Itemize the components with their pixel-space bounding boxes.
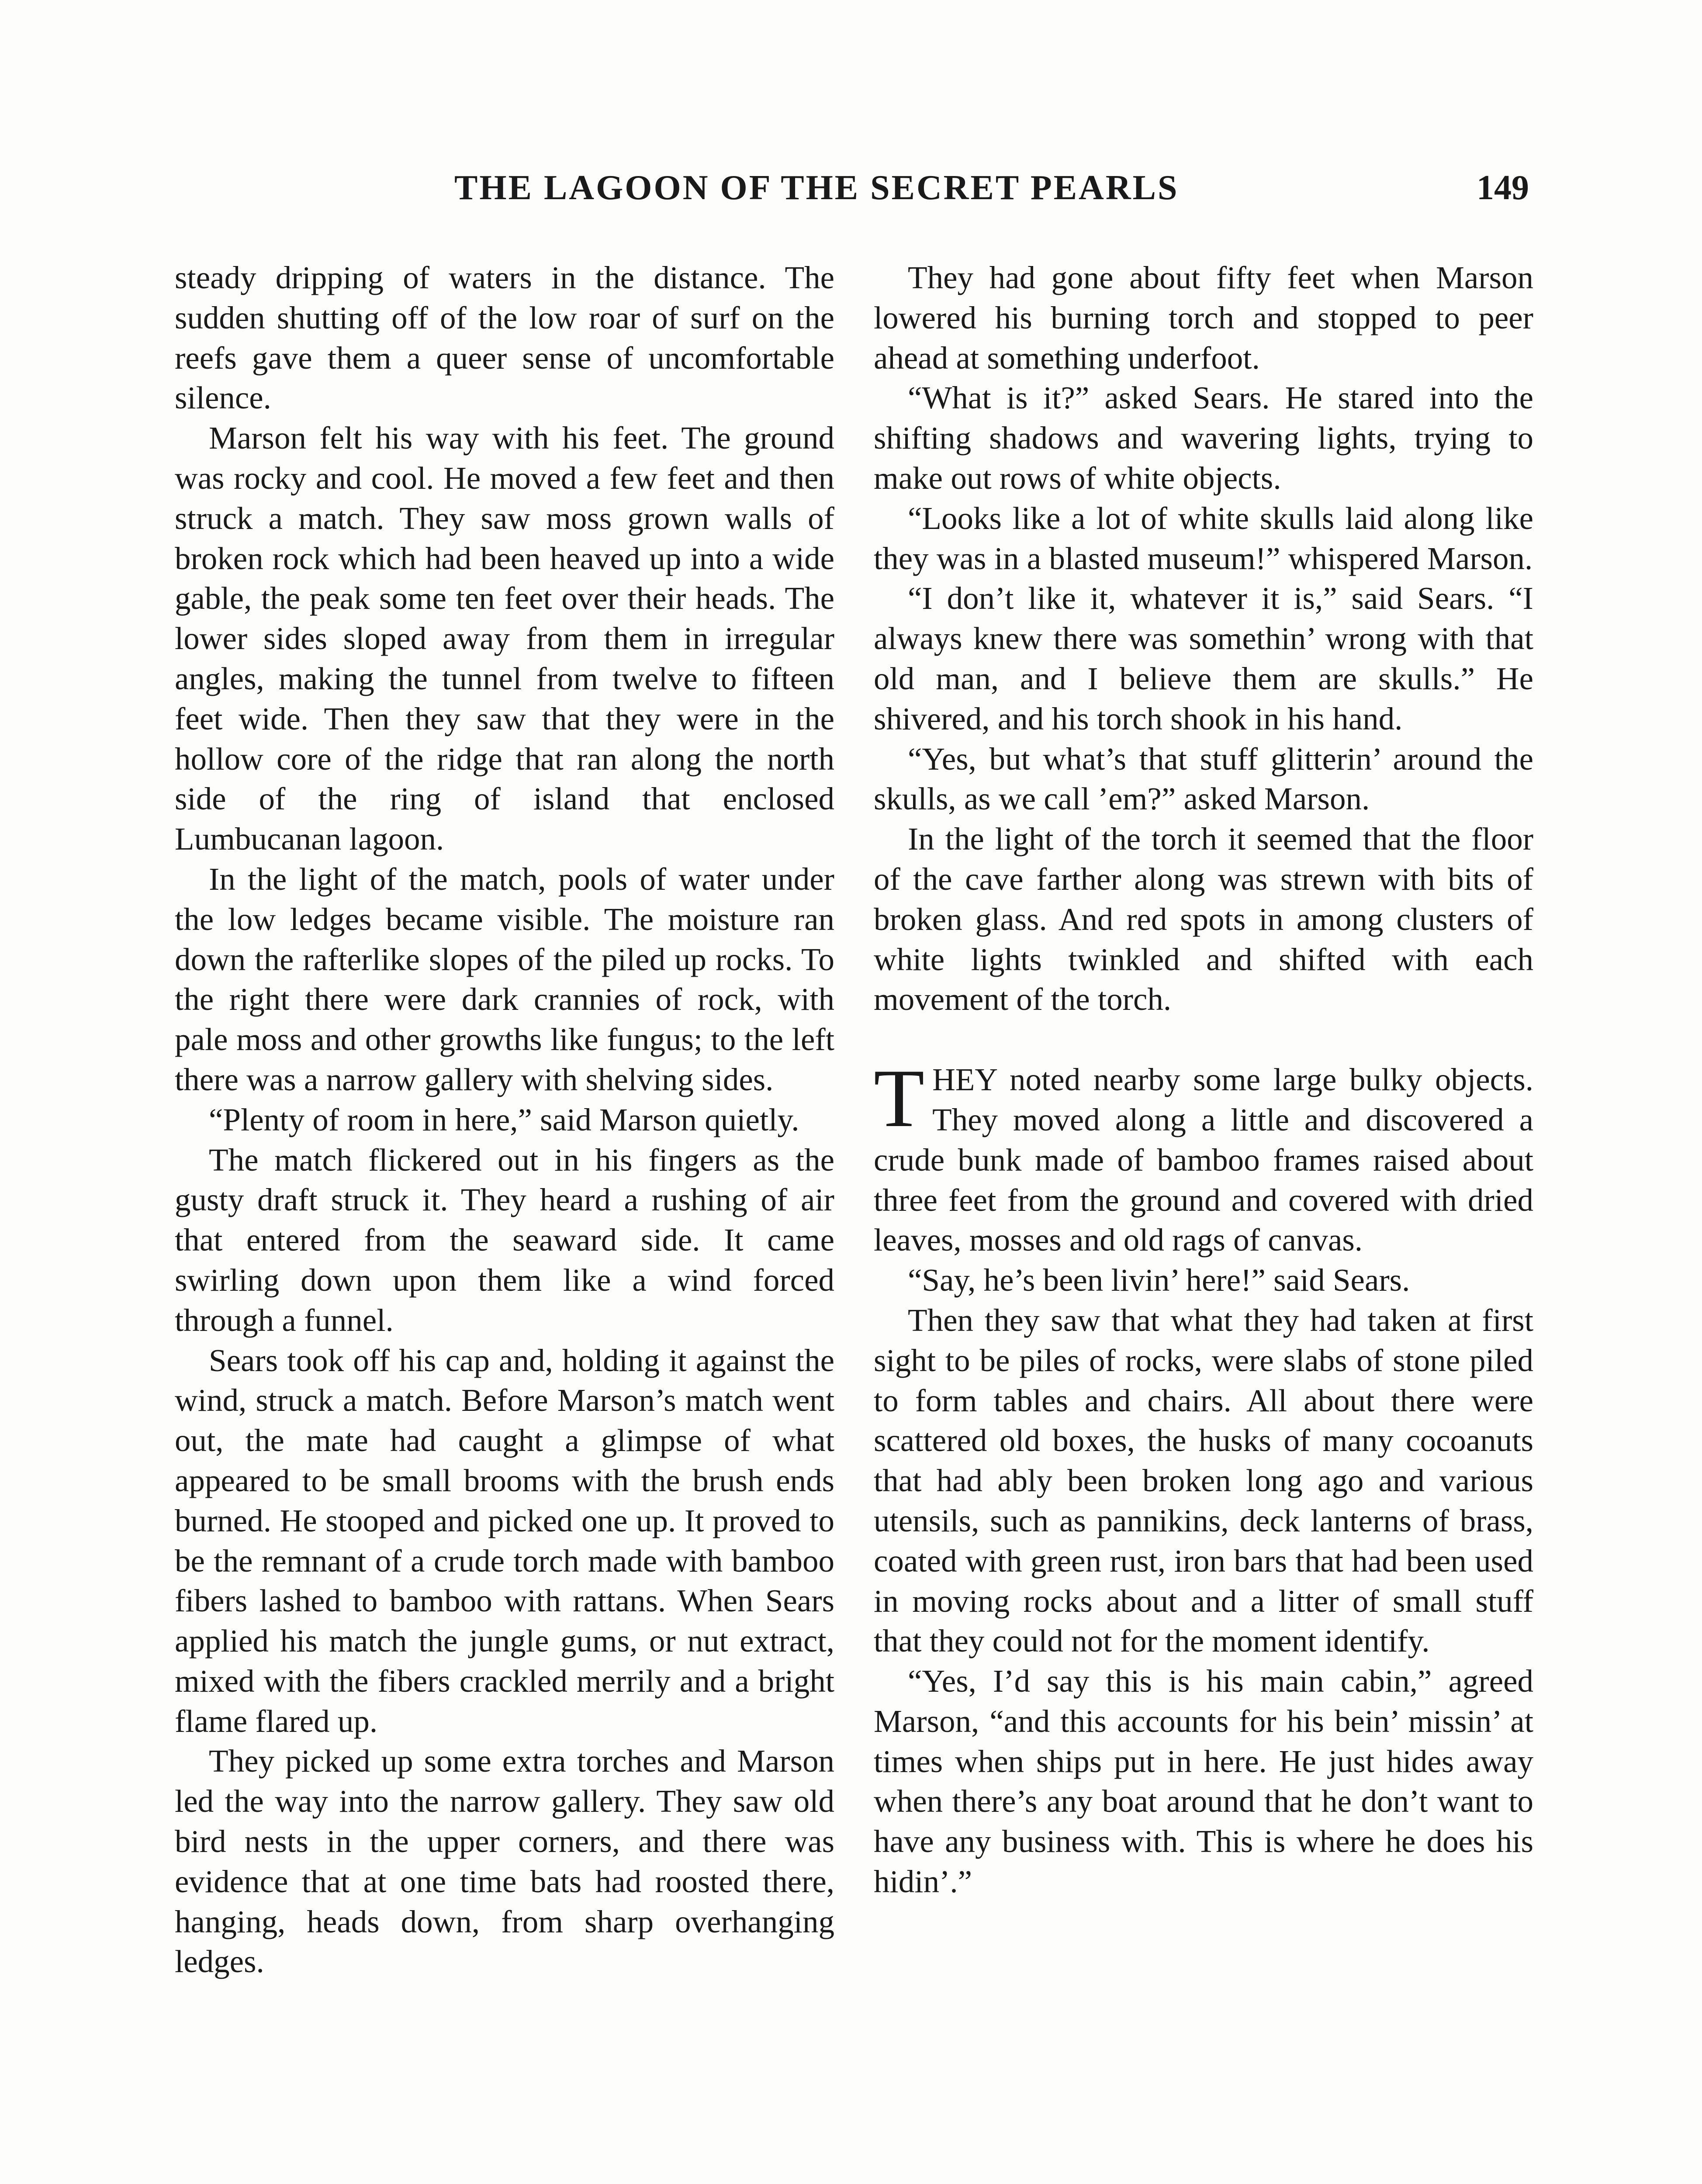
paragraph: Sears took off his cap and, holding it against the wind, struck a match. Before Marson’s match went out, the mate had caught a glimpse of what appeared to be small brooms with the brush ends burned. He stooped and picked one up. It proved to be the remnant of a crude torch made with bamboo fibers lashed to bamboo with rattans. When Sears applied his match the jungle gums, or nut extract, mixed with the fibers crackled merrily and a bright flame flared up. — [175, 1342, 834, 1739]
paragraph: Marson felt his way with his feet. The ground was rocky and cool. He moved a few feet and then struck a match. They saw moss grown walls of broken rock which had been heaved up into a wide gable, the peak some ten feet over their heads. The lower sides sloped away from them in irregular angles, making the tunnel from twelve to fifteen feet wide. Then they saw that they were in the hollow core of the ridge that ran along the north side of the ring of island that enclosed Lumbucanan lagoon. — [175, 420, 834, 857]
section-opening-paragraph — [874, 1053, 1533, 1260]
paragraph: Then they saw that what they had taken at first sight to be piles of rocks, were slabs of stone piled to form tables and chairs. All about there were scattered old boxes, the husks of many cocoanuts that had ably been broken long ago and various utensils, such as pannikins, deck lanterns of brass, coated with green rust, iron bars that had been used in moving rocks about and a litter of small stuff that they could not for the moment identify. — [874, 1302, 1533, 1659]
paragraph: “Yes, I’d say this is his main cabin,” agreed Marson, “and this accounts for his bein’ missin’ at times when ships put in here. He just hides away when there’s any boat around that he don’t want to have any business with. This is where he does his hidin’.” — [874, 1663, 1533, 1900]
paragraph: “Plenty of room in here,” said Marson quietly. — [209, 1102, 799, 1137]
paragraph: steady dripping of waters in the distance. The sudden shutting off of the low roar of surf on the reefs gave them a queer sense of uncomfortable silence. — [175, 260, 834, 416]
running-title: THE LAGOON OF THE SECRET PEARLS — [454, 169, 1179, 207]
left-column — [175, 258, 834, 1982]
paragraph: “Yes, but what’s that stuff glitterin’ around the skulls, as we call ’em?” asked Marson. — [874, 741, 1533, 817]
running-head — [175, 168, 1529, 216]
drop-cap: T — [874, 1053, 925, 1145]
page-number: 149 — [1477, 169, 1529, 207]
paragraph: “What is it?” asked Sears. He stared into the shifting shadows and wavering lights, trying to make out rows of white objects. — [874, 380, 1533, 496]
paragraph: In the light of the torch it seemed that the floor of the cave farther along was strewn with bits of broken glass. And red spots in among clusters of white lights twinkled and shifted with each movement of the torch. — [874, 821, 1533, 1017]
paragraph: “I don’t like it, whatever it is,” said Sears. “I always knew there was somethin’ wrong with that old man, and I believe them are skulls.” He shivered, and his torch shook in his hand. — [874, 581, 1533, 736]
paragraph: They picked up some extra torches and Marson led the way into the narrow gallery. They saw old bird nests in the upper corners, and there was evidence that at one time bats had roosted there, hanging, heads down, from sharp overhanging ledges. — [175, 1743, 834, 1980]
section-opening-text: HEY noted nearby some large bulky objects. They moved along a little and discovered a crude bunk made of bamboo frames raised about three feet from the ground and covered with dried leaves, mosses and old rags of canvas. — [874, 1062, 1533, 1258]
paragraph: The match flickered out in his fingers as the gusty draft struck it. They heard a rushing of air that entered from the seaward side. It came swirling down upon them like a wind forced through a funnel. — [175, 1142, 834, 1338]
paragraph: In the light of the match, pools of water under the low ledges became visible. The moisture ran down the rafterlike slopes of the piled up rocks. To the right there were dark crannies of rock, with pale moss and other growths like fungus; to the left there was a narrow gallery with shelving sides. — [175, 861, 834, 1097]
paragraph: They had gone about fifty feet when Marson lowered his burning torch and stopped to peer ahead at something underfoot. — [874, 260, 1533, 376]
paragraph: “Say, he’s been livin’ here!” said Sears. — [908, 1262, 1410, 1298]
paragraph: “Looks like a lot of white skulls laid along like they was in a blasted museum!” whispered Marson. — [874, 500, 1533, 576]
right-column — [874, 258, 1533, 1902]
